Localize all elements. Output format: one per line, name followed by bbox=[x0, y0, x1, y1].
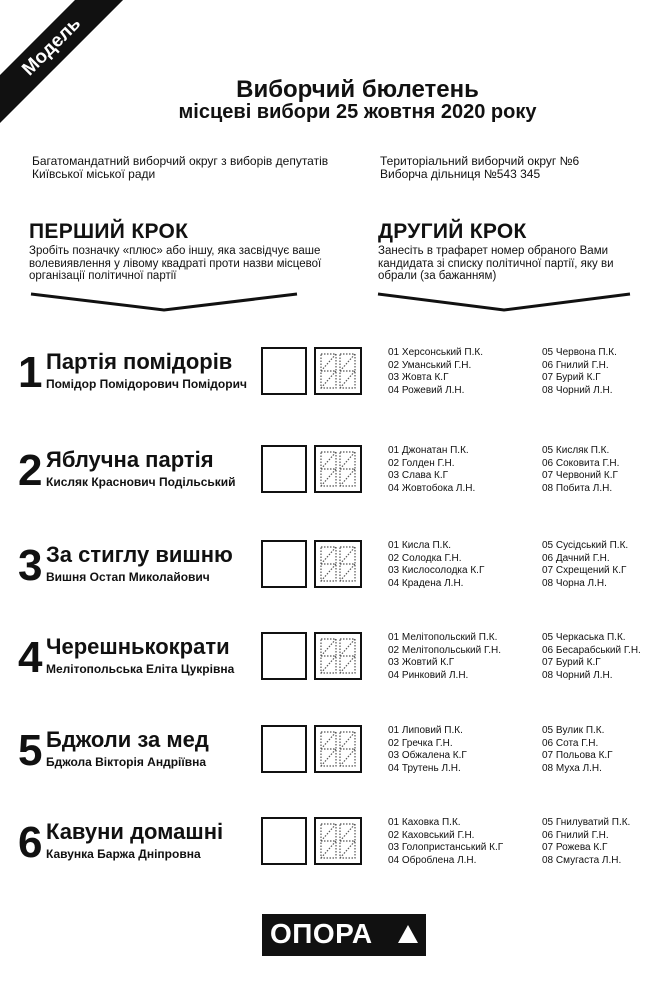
candidate-item: 07 Схрещений К.Г bbox=[542, 565, 627, 577]
territorial-district: Територіальний виборчий округ №6 bbox=[380, 154, 580, 168]
party-row bbox=[18, 632, 641, 692]
party-row bbox=[18, 817, 638, 877]
party-name: Кавуни домашні bbox=[46, 819, 224, 844]
candidate-item: 04 Трутень Л.Н. bbox=[388, 762, 461, 774]
candidate-item: 01 Джонатан П.К. bbox=[388, 445, 469, 456]
candidate-list-left bbox=[388, 725, 538, 775]
vote-checkbox[interactable] bbox=[261, 445, 307, 493]
candidate-list-left bbox=[388, 445, 538, 495]
candidate-item: 06 Гнилий Г.Н. bbox=[542, 359, 609, 371]
party-name: Черешнькократи bbox=[46, 634, 230, 659]
candidate-item: 02 Уманський Г.Н. bbox=[388, 359, 472, 371]
party-number: 4 bbox=[18, 633, 43, 682]
candidate-item: 02 Каховський Г.Н. bbox=[388, 829, 475, 841]
party-name: Бджоли за мед bbox=[46, 727, 209, 752]
party-name: Яблучна партія bbox=[46, 447, 214, 472]
step1-title: ПЕРШИЙ КРОК bbox=[29, 220, 189, 243]
candidate-item: 04 Крадена Л.Н. bbox=[388, 577, 464, 589]
candidate-list-right bbox=[542, 347, 652, 397]
opora-logo bbox=[262, 914, 426, 956]
candidate-number-stencil[interactable] bbox=[314, 725, 362, 773]
candidate-item: 07 Рожева К.Г bbox=[542, 842, 608, 854]
party-name: За стиглу вишню bbox=[46, 542, 233, 567]
candidate-item: 02 Гречка Г.Н. bbox=[388, 737, 453, 749]
polling-station: Виборча дільниця №543 345 bbox=[380, 167, 541, 181]
candidate-list-right bbox=[542, 817, 652, 867]
candidate-item: 06 Дачний Г.Н. bbox=[542, 552, 610, 564]
party-number: 3 bbox=[18, 541, 43, 590]
party-leader: Кисляк Краснович Подільський bbox=[46, 475, 236, 489]
vote-checkbox[interactable] bbox=[261, 347, 307, 395]
stencil-digits-icon bbox=[319, 545, 357, 583]
step1-instructions: Зробіть позначку «плюс» або іншу, яка засвідчує ваше волевиявлення у лівому квадраті проти назви місцевої організації політичної партії bbox=[29, 245, 322, 282]
party-number: 1 bbox=[18, 348, 43, 397]
triangle-icon bbox=[396, 922, 420, 946]
candidate-item: 03 Жовта К.Г bbox=[388, 372, 449, 384]
sample-label-text: Модель bbox=[0, 0, 140, 137]
candidate-list-right bbox=[542, 632, 652, 682]
candidate-item: 05 Сусідський П.К. bbox=[542, 540, 629, 551]
candidate-item: 04 Рожевий Л.Н. bbox=[388, 384, 465, 396]
district-info-left: Багатомандатний виборчий округ з виборів депутатів Київської міської ради bbox=[32, 154, 329, 181]
candidate-item: 07 Польова К.Г bbox=[542, 750, 613, 762]
party-leader: Бджола Вікторія Андріївна bbox=[46, 755, 207, 769]
candidate-item: 03 Обжалена К.Г bbox=[388, 750, 467, 762]
party-number: 6 bbox=[18, 818, 43, 867]
candidate-number-stencil[interactable] bbox=[314, 445, 362, 493]
stencil-digits-icon bbox=[319, 637, 357, 675]
candidate-item: 01 Кисла П.К. bbox=[388, 540, 452, 551]
vote-checkbox[interactable] bbox=[261, 632, 307, 680]
candidate-item: 03 Жовтий К.Г bbox=[388, 657, 455, 669]
ballot-title: Виборчий бюлетень bbox=[236, 76, 479, 103]
candidate-item: 08 Смугаста Л.Н. bbox=[542, 854, 622, 866]
ballot-subtitle: місцеві вибори 25 жовтня 2020 року bbox=[178, 101, 537, 123]
candidate-item: 05 Червона П.К. bbox=[542, 347, 617, 358]
candidate-number-stencil[interactable] bbox=[314, 817, 362, 865]
candidate-list-left bbox=[388, 540, 538, 590]
party-leader: Кавунка Баржа Дніпровна bbox=[46, 847, 201, 861]
candidate-list-right bbox=[542, 725, 652, 775]
candidate-item: 05 Кисляк П.К. bbox=[542, 445, 610, 456]
candidate-number-stencil[interactable] bbox=[314, 347, 362, 395]
candidate-item: 07 Бурий К.Г bbox=[542, 372, 601, 384]
vote-checkbox[interactable] bbox=[261, 725, 307, 773]
candidate-item: 06 Сота Г.Н. bbox=[542, 737, 599, 749]
vote-checkbox[interactable] bbox=[261, 540, 307, 588]
step2-arrow-icon bbox=[376, 290, 632, 316]
candidate-item: 03 Кислосолодка К.Г bbox=[388, 565, 485, 577]
candidate-item: 02 Голден Г.Н. bbox=[388, 457, 455, 469]
candidate-list-right bbox=[542, 540, 652, 590]
district-info-right bbox=[380, 155, 640, 181]
candidate-list-right bbox=[542, 445, 652, 495]
party-number: 5 bbox=[18, 726, 43, 775]
vote-checkbox[interactable] bbox=[261, 817, 307, 865]
candidate-list-left bbox=[388, 347, 538, 397]
candidate-item: 04 Ринковий Л.Н. bbox=[388, 669, 469, 681]
candidate-item: 02 Солодка Г.Н. bbox=[388, 552, 462, 564]
party-row bbox=[18, 540, 638, 600]
candidate-item: 06 Гнилий Г.Н. bbox=[542, 829, 609, 841]
candidate-item: 05 Черкаська П.К. bbox=[542, 632, 626, 643]
candidate-item: 08 Побита Л.Н. bbox=[542, 482, 613, 494]
candidate-item: 05 Вулик П.К. bbox=[542, 725, 605, 736]
candidate-item: 07 Бурий К.Г bbox=[542, 657, 601, 669]
party-leader: Мелітопольська Еліта Цукрівна bbox=[46, 662, 235, 676]
candidate-item: 01 Мелітопольский П.К. bbox=[388, 632, 498, 643]
candidate-item: 06 Бесарабський Г.Н. bbox=[542, 644, 641, 656]
candidate-item: 08 Муха Л.Н. bbox=[542, 762, 602, 774]
candidate-item: 01 Липовий П.К. bbox=[388, 725, 463, 736]
candidate-item: 03 Слава К.Г bbox=[388, 470, 449, 482]
stencil-digits-icon bbox=[319, 730, 357, 768]
stencil-digits-icon bbox=[319, 450, 357, 488]
candidate-number-stencil[interactable] bbox=[314, 540, 362, 588]
candidate-item: 03 Голопристанський К.Г bbox=[388, 842, 504, 854]
candidate-number-stencil[interactable] bbox=[314, 632, 362, 680]
stencil-digits-icon bbox=[319, 352, 357, 390]
party-row bbox=[18, 725, 638, 785]
candidate-item: 02 Мелітопольський Г.Н. bbox=[388, 644, 501, 656]
candidate-item: 04 Жовтобока Л.Н. bbox=[388, 482, 476, 494]
party-row bbox=[18, 445, 638, 505]
step2-instructions: Занесіть в трафарет номер обраного Вами кандидата зі списку політичної партії, яку ви обрали (за бажанням) bbox=[378, 245, 614, 282]
candidate-item: 05 Гнилуватий П.К. bbox=[542, 817, 631, 828]
party-row bbox=[18, 347, 638, 407]
step2-title: ДРУГИЙ КРОК bbox=[378, 220, 527, 243]
candidate-item: 07 Червоний К.Г bbox=[542, 470, 618, 482]
candidate-item: 08 Чорний Л.Н. bbox=[542, 669, 613, 681]
candidate-item: 04 Оброблена Л.Н. bbox=[388, 854, 477, 866]
candidate-item: 06 Соковита Г.Н. bbox=[542, 457, 620, 469]
candidate-item: 08 Чорний Л.Н. bbox=[542, 384, 613, 396]
candidate-list-left bbox=[388, 817, 538, 867]
candidate-item: 08 Чорна Л.Н. bbox=[542, 577, 607, 589]
candidate-item: 01 Каховка П.К. bbox=[388, 817, 461, 828]
party-name: Партія помідорів bbox=[46, 349, 233, 374]
party-leader: Вишня Остап Миколайович bbox=[46, 570, 210, 584]
candidate-list-left bbox=[388, 632, 538, 682]
party-number: 2 bbox=[18, 446, 43, 495]
stencil-digits-icon bbox=[319, 822, 357, 860]
party-leader: Помідор Помідорович Помідорич bbox=[46, 377, 247, 391]
candidate-item: 01 Херсонський П.К. bbox=[388, 347, 483, 358]
logo-text: ОПОРА bbox=[270, 918, 373, 949]
step1-arrow-icon bbox=[29, 290, 299, 316]
